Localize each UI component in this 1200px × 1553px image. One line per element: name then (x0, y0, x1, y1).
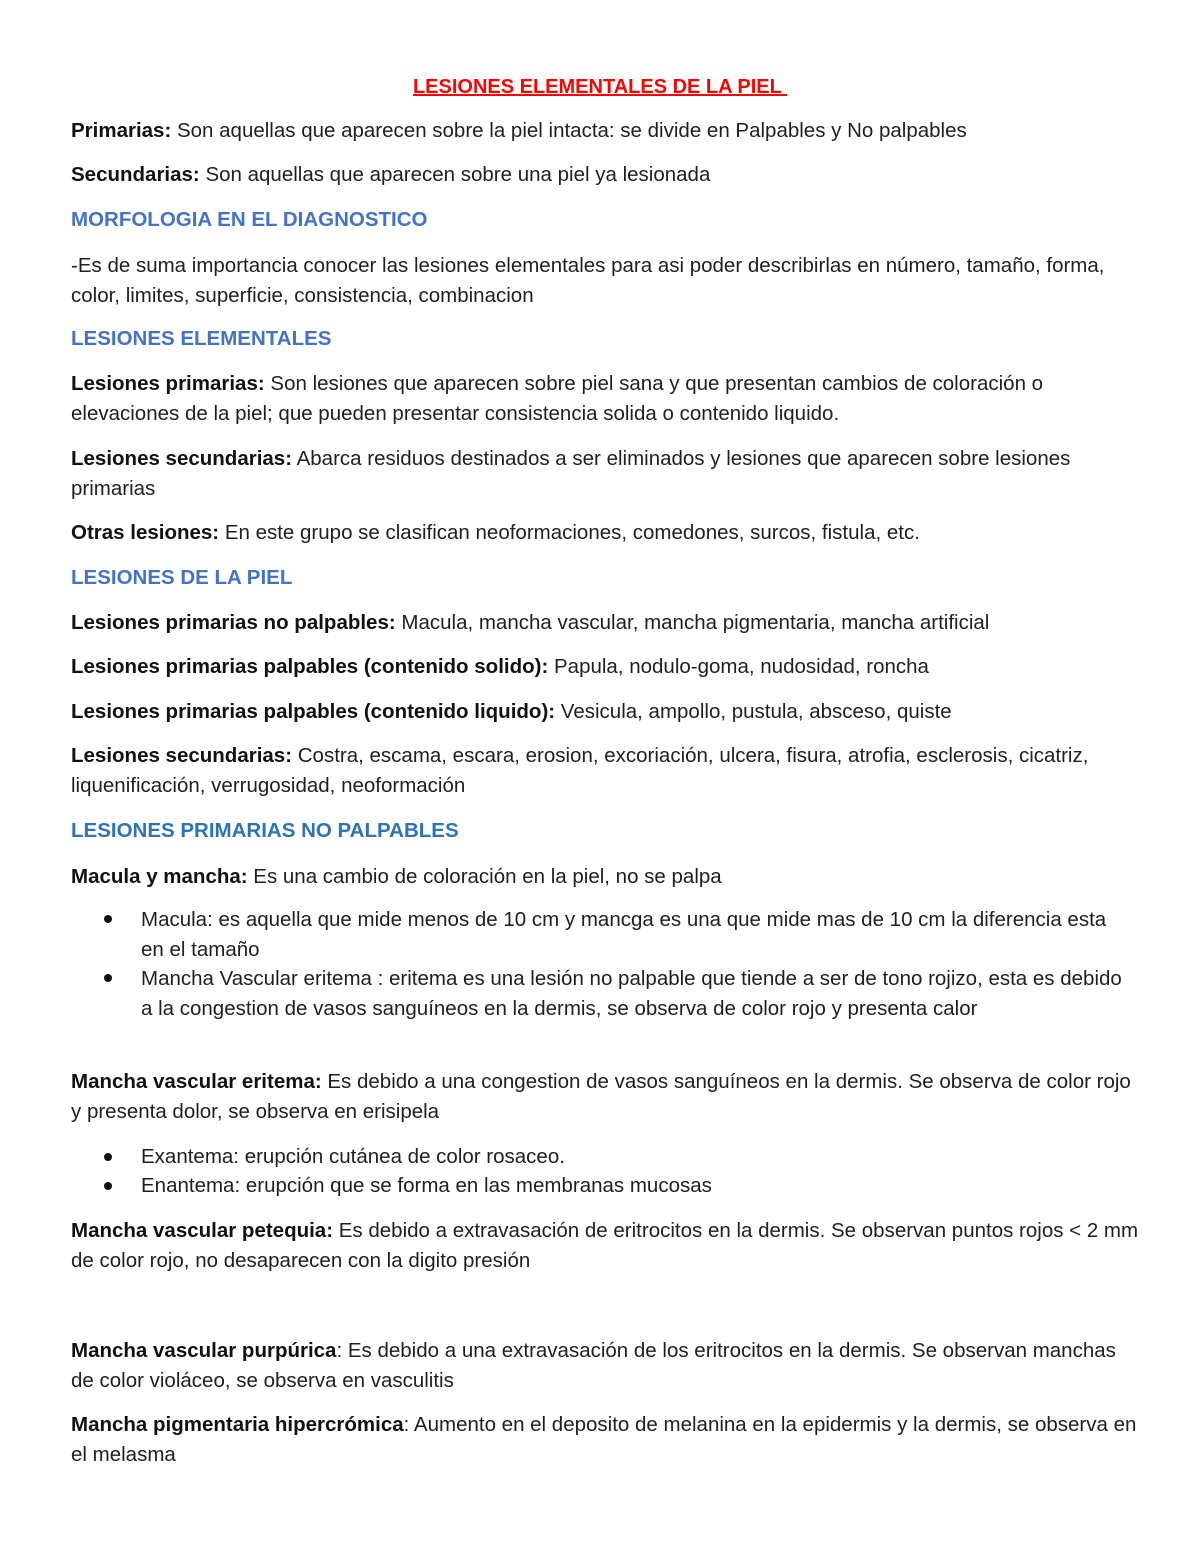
definition-text: En este grupo se clasifican neoformaciones, comedones, surcos, fistula, etc. (219, 521, 920, 544)
definition-text: Son aquellas que aparecen sobre una piel ya lesionada (199, 163, 711, 186)
term-label: Lesiones primarias no palpables: (71, 611, 396, 634)
definition-text: Es debido a extravasación de eritrocitos en la dermis. Se observan puntos rojos < 2 mm de color rojo, no desaparecen con la digito presión (71, 1219, 1139, 1272)
term-label: Macula y mancha: (71, 865, 248, 888)
secundarias-lista-paragraph (71, 741, 1141, 800)
mancha-hipercromica-paragraph (71, 1410, 1141, 1469)
list-item: Macula: es aquella que mide menos de 10 cm y mancga es una que mide mas de 10 cm la diferencia esta en el tamaño (141, 908, 1107, 961)
definition-text: Costra, escama, escara, erosion, excoriación, ulcera, fisura, atrofia, esclerosis, cicatriz, liquenificación, verrugosidad, neoformación (71, 744, 1089, 797)
term-label: Mancha vascular eritema: (71, 1070, 322, 1093)
primarias-no-palpables-paragraph (71, 608, 1141, 638)
definition-text: Es debido a una congestion de vasos sanguíneos en la dermis. Se observa de color rojo y presenta dolor, se observa en erisipela (71, 1070, 1131, 1123)
term-label: Primarias: (71, 119, 172, 142)
bullet-dot (104, 1182, 112, 1190)
definition-text: Macula, mancha vascular, mancha pigmentaria, mancha artificial (395, 611, 990, 634)
list-item: Exantema: erupción cutánea de color rosaceo. (141, 1145, 565, 1168)
secundarias-paragraph (71, 160, 1141, 190)
mancha-eritema-paragraph (71, 1067, 1141, 1126)
lesiones-primarias-paragraph (71, 369, 1141, 428)
term-label: Mancha vascular purpúrica (71, 1339, 337, 1362)
primarias-liquido-paragraph (71, 697, 1141, 727)
term-label: Lesiones primarias palpables (contenido solido): (71, 655, 549, 678)
term-label: Mancha pigmentaria hipercrómica (71, 1413, 404, 1436)
term-label: Mancha vascular petequia: (71, 1219, 334, 1242)
macula-mancha-paragraph (71, 862, 1141, 892)
definition-text: Papula, nodulo-goma, nudosidad, roncha (548, 655, 929, 678)
definition-text: : Aumento en el deposito de melanina en la epidermis y la dermis, se observa en el melasma (71, 1413, 1137, 1466)
list-item: Mancha Vascular eritema : eritema es una lesión no palpable que tiende a ser de tono rojizo, esta es debido a la congestion de vasos sanguíneos en la dermis, se observa de color rojo y presenta calor (141, 967, 1122, 1020)
bullet-dot (104, 974, 112, 982)
definition-text: : Es debido a una extravasación de los eritrocitos en la dermis. Se observan manchas de color violáceo, se observa en vasculitis (71, 1339, 1116, 1392)
term-label: Lesiones primarias palpables (contenido liquido): (71, 700, 556, 723)
definition-text: Son aquellas que aparecen sobre la piel intacta: se divide en Palpables y No palpables (171, 119, 967, 142)
section-heading-primarias-no-palpables: LESIONES PRIMARIAS NO PALPABLES (71, 819, 459, 842)
bullet-dot (104, 915, 112, 923)
definition-text: Abarca residuos destinados a ser eliminados y lesiones que aparecen sobre lesiones primarias (71, 447, 1071, 500)
primarias-paragraph (71, 116, 1141, 146)
term-label: Secundarias: (71, 163, 200, 186)
list-item: Enantema: erupción que se forma en las membranas mucosas (141, 1174, 712, 1197)
section-heading-lesiones-piel: LESIONES DE LA PIEL (71, 566, 293, 589)
document-title: LESIONES ELEMENTALES DE LA PIEL (412, 76, 788, 98)
primarias-solido-paragraph (71, 652, 1141, 682)
section-heading-morfologia: MORFOLOGIA EN EL DIAGNOSTICO (71, 208, 428, 231)
term-label: Lesiones secundarias: (71, 447, 293, 470)
bullet-dot (104, 1153, 112, 1161)
section-heading-lesiones-elementales: LESIONES ELEMENTALES (71, 327, 332, 350)
otras-lesiones-paragraph (71, 518, 1141, 548)
term-label: Lesiones primarias: (71, 372, 265, 395)
definition-text: Son lesiones que aparecen sobre piel sana y que presentan cambios de coloración o elevaciones de la piel; que pueden presentar consistencia solida o contenido liquido. (71, 372, 1044, 425)
term-label: Otras lesiones: (71, 521, 220, 544)
definition-text: Es una cambio de coloración en la piel, no se palpa (247, 865, 722, 888)
lesiones-secundarias-paragraph (71, 444, 1141, 503)
definition-text: Vesicula, ampollo, pustula, absceso, quiste (555, 700, 952, 723)
mancha-petequia-paragraph (71, 1216, 1141, 1275)
term-label: Lesiones secundarias: (71, 744, 293, 767)
mancha-purpurica-paragraph (71, 1336, 1141, 1395)
morfologia-paragraph: -Es de suma importancia conocer las lesiones elementales para asi poder describirlas en número, tamaño, forma, color, limites, superficie, consistencia, combinacion (71, 254, 1105, 307)
